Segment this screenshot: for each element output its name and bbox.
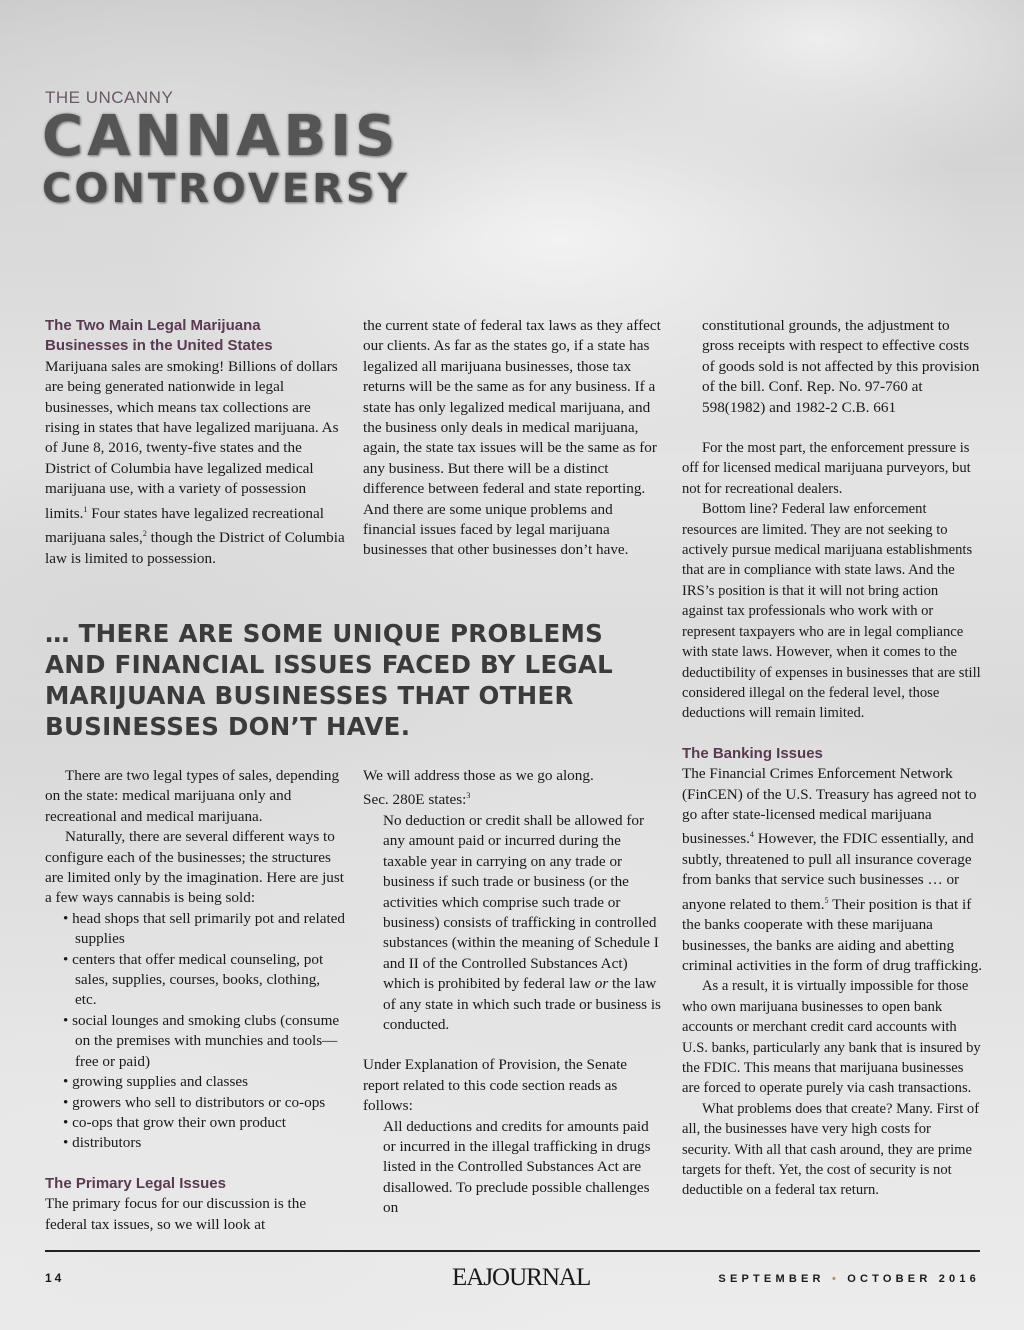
paragraph: Bottom line? Federal law enforcement resources are limited. They are not seeking to actively pursue medical marijuana establishments that are in compliance with state laws. And the IRS’s position is that it will not bring action against tax professionals who work with or represent taxpayers who are in legal compliance with state laws. However, when it comes to the deductibility of expenses in businesses that are still considered illegal on the federal level, those deductions will remain limited. xyxy=(682,501,981,722)
footnote-ref: 5 xyxy=(824,895,829,905)
issue-date: SEPTEMBER • OCTOBER 2016 xyxy=(718,1273,980,1285)
block-quote: All deductions and credits for amounts paid or incurred in the illegal trafficking in drugs listed in the Controlled Substances Act are disallowed. To preclude possible challenges on xyxy=(383,1117,651,1217)
list-item: • head shops that sell primarily pot and related supplies xyxy=(63,909,345,948)
footer-rule xyxy=(45,1250,980,1252)
article-title-line1: CANNABIS xyxy=(42,104,400,169)
page-number: 14 xyxy=(45,1271,65,1285)
article-title-line2: CONTROVERSY xyxy=(42,166,410,212)
paragraph: There are two legal types of sales, depending on the state: medical marijuana only and recreational and medical marijuana. xyxy=(45,767,340,825)
list-item: • centers that offer medical counseling, pot sales, supplies, courses, books, clothing, etc. xyxy=(63,950,324,1009)
column1-bottom xyxy=(45,766,345,1235)
paragraph: We will address those as we go along. xyxy=(363,767,594,784)
paragraph: The Financial Crimes Enforcement Network (FinCEN) of the U.S. Treasury has agreed not to go after state-licensed medical marijuana businesses.$^4$ However, the FDIC essentially, and subtly, threatened to pull all insurance coverage from banks that service such businesses … or anyone related to them.$^5$ Their position is that if the banks cooperate with these marijuana businesses, the banks are aiding and abetting criminal activities in the form of drug trafficking. xyxy=(682,765,983,974)
footnote-ref: 1 xyxy=(83,504,88,514)
paragraph: Naturally, there are several different ways to configure each of the businesses; the structures are limited only by the imagination. Here are just a few ways cannabis is being sold: xyxy=(45,828,345,907)
column1-top xyxy=(45,316,345,569)
journal-logo: EAJOURNAL xyxy=(452,1264,591,1291)
paragraph: For the most part, the enforcement pressure is off for licensed medical marijuana purveyors, but not for recreational dealers. xyxy=(682,440,971,497)
column2-bottom xyxy=(363,766,663,1219)
list-item: • growing supplies and classes xyxy=(63,1073,249,1091)
footnote-ref: 2 xyxy=(142,529,147,539)
block-quote: No deduction or credit shall be allowed for any amount paid or incurred during the taxable year in carrying on any trade or business if such trade or business (or the activities which comprise such trade or business) consists of trafficking in controlled substances (within the meaning of Schedule I and II of the Controlled Substances Act) which is prohibited by federal law or the law of any state in which such trade or business is conducted. xyxy=(383,811,661,1033)
paragraph: What problems does that create? Many. First of all, the businesses have very high costs for security. With all that cash around, they are prime targets for theft. Yet, the cost of security is not deductible on a federal tax return. xyxy=(682,1100,980,1199)
list-item: • co-ops that grow their own product xyxy=(63,1113,286,1131)
column3 xyxy=(682,316,982,1201)
footnote-ref: 4 xyxy=(749,830,754,840)
section-heading: The Two Main Legal Marijuana Businesses in the United States xyxy=(45,317,273,355)
list-item: • growers who sell to distributors or co-ops xyxy=(63,1093,326,1111)
footnote-ref: 3 xyxy=(466,791,471,801)
column2-top xyxy=(363,316,663,561)
paragraph: Under Explanation of Provision, the Senate report related to this code section reads as follows: xyxy=(363,1056,628,1115)
paragraph: Marijuana sales are smoking! Billions of dollars are being generated nationwide in legal businesses, which means tax collections are rising in states that have legalized marijuana. As of June 8, 2016, twenty-five states and the District of Columbia have legalized medical marijuana use, with a variety of possession limits.$^1$ Four states have legalized recreational marijuana sales,$^2$ though the District of Columbia law is limited to possession. xyxy=(45,357,345,567)
paragraph: The primary focus for our discussion is the federal tax issues, so we will look at xyxy=(45,1195,307,1233)
section-heading: The Banking Issues xyxy=(682,744,823,762)
section-heading: The Primary Legal Issues xyxy=(45,1174,226,1192)
list-item: • distributors xyxy=(63,1134,142,1152)
list-item: • social lounges and smoking clubs (consume on the premises with munchies and tools—free or paid) xyxy=(63,1011,340,1070)
paragraph: Sec. 280E states:$^3$ xyxy=(363,791,471,809)
block-quote: constitutional grounds, the adjustment to gross receipts with respect to effective costs of goods sold is not affected by this provision of the bill. Conf. Rep. No. 97-760 at 598(1982) and 1982-2 C.B. 661 xyxy=(702,317,980,416)
paragraph: the current state of federal tax laws as they affect our clients. As far as the states go, if a state has legalized all marijuana businesses, those tax returns will be the same as for any business. If a state has only legalized medical marijuana, and the business only deals in medical marijuana, again, the state tax issues will be the same as for any business. But there will be a distinct difference between federal and state reporting. And there are some unique problems and financial issues faced by legal marijuana businesses that other businesses don’t have. xyxy=(363,317,661,559)
paragraph: As a result, it is virtually impossible for those who own marijuana businesses to open bank accounts or merchant credit card accounts with U.S. banks, particularly any bank that is insured by the FDIC. This means that marijuana businesses are forced to operate purely via cash transactions. xyxy=(682,978,981,1097)
article-kicker: THE UNCANNY xyxy=(45,88,174,107)
pull-quote: … THERE ARE SOME UNIQUE PROBLEMS AND FINANCIAL ISSUES FACED BY LEGAL MARIJUANA BUSINESSES THAT OTHER BUSINESSES DON’T HAVE. xyxy=(45,619,614,741)
